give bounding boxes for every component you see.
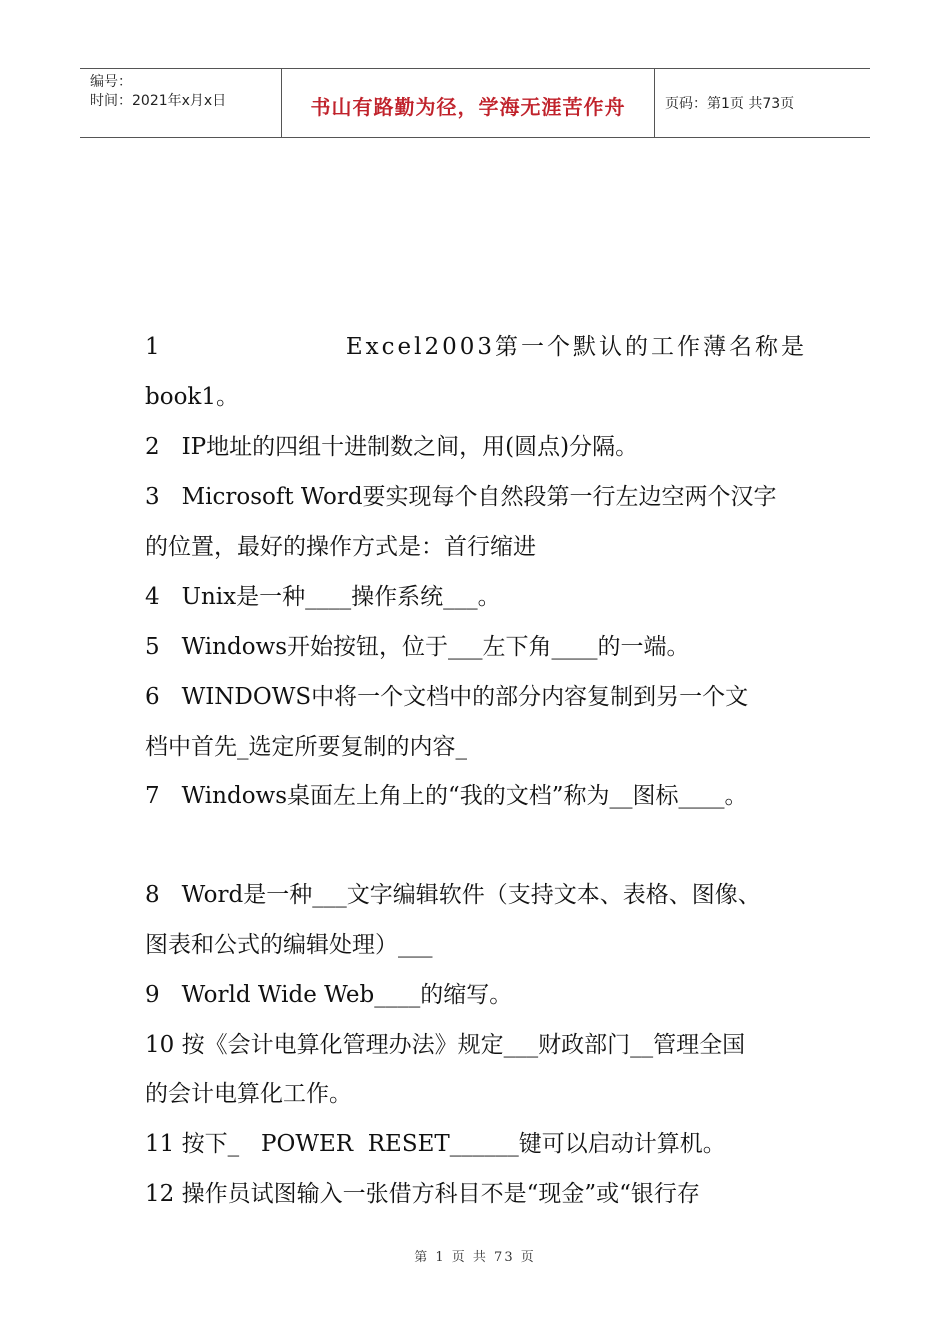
question-10-line-2: 的会计电算化工作。: [145, 1081, 352, 1107]
question-3-line-1: 3 Microsoft Word要实现每个自然段第一行左边空两个汉字: [145, 484, 777, 510]
document-header: [80, 68, 870, 138]
question-4: 4 Unix是一种____操作系统___。: [145, 584, 501, 610]
question-3-line-2: 的位置，最好的操作方式是：首行缩进: [145, 534, 536, 560]
question-9: 9 World Wide Web____的缩写。: [145, 982, 513, 1008]
question-7: 7 Windows桌面左上角上的“我的文档”称为__图标____。: [145, 783, 748, 809]
header-motto-cell: [282, 69, 655, 137]
question-10-line-1: 10 按《会计电算化管理办法》规定___财政部门__管理全国: [145, 1032, 746, 1058]
motto: 书山有路勤为径，学海无涯苦作舟: [310, 95, 626, 119]
question-11: 11 按下_ POWER RESET______键可以启动计算机。: [145, 1131, 726, 1157]
header-page-cell: [655, 69, 870, 137]
question-1-text: Excel2003第一个默认的工作薄名称是: [345, 334, 807, 360]
question-12-line-1: 12 操作员试图输入一张借方科目不是“现金”或“银行存: [145, 1181, 700, 1207]
question-5: 5 Windows开始按钮，位于___左下角____的一端。: [145, 634, 690, 660]
question-8-line-2: 图表和公式的编辑处理）___: [145, 932, 433, 958]
question-6-line-2: 档中首先_选定所要复制的内容_: [145, 734, 467, 760]
question-1-line: [145, 332, 807, 362]
time-label: 时间：2021年x月x日: [90, 93, 227, 109]
question-1-number: 1: [145, 334, 160, 360]
question-2: 2 IP地址的四组十进制数之间，用(圆点)分隔。: [145, 434, 639, 460]
header-meta-cell: [80, 69, 282, 137]
page-label: 页码：第1页 共73页: [665, 96, 795, 112]
question-8-line-1: 8 Word是一种___文字编辑软件（支持文本、表格、图像、: [145, 882, 761, 908]
question-1-continued: book1。: [145, 384, 239, 410]
page-footer: 第 1 页 共 73 页: [414, 1250, 536, 1265]
code-label: 编号：: [90, 74, 132, 90]
question-6-line-1: 6 WINDOWS中将一个文档中的部分内容复制到另一个文: [145, 684, 749, 710]
